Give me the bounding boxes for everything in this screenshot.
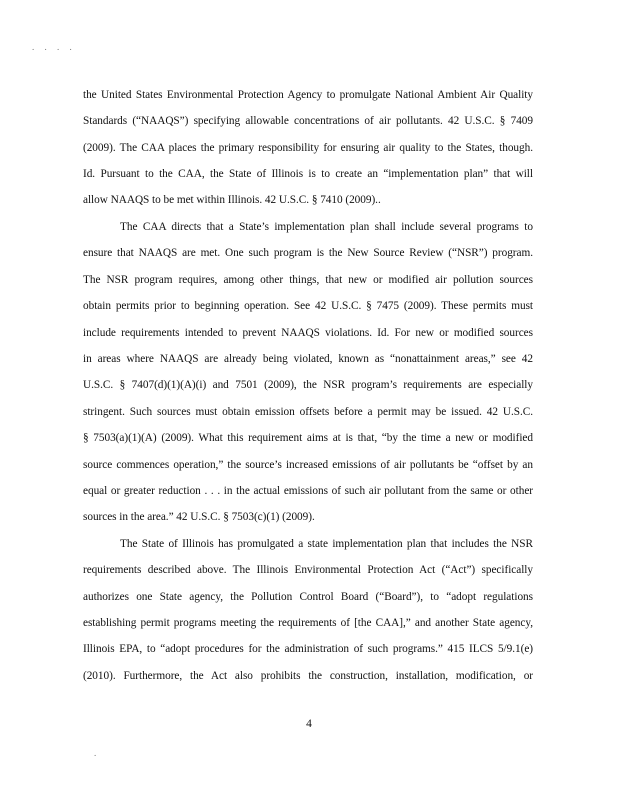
text-line: authorizes one State agency, the Pollution Control Board (“Board”), to “adopt regulations (83, 591, 533, 603)
text-line: ensure that NAAQS are met. One such program is the New Source Review (“NSR”) program. (83, 247, 533, 259)
text-line: U.S.C. § 7407(d)(1)(A)(i) and 7501 (2009), the NSR program’s requirements are especially (83, 379, 533, 391)
text-line: equal or greater reduction . . . in the actual emissions of such air pollutant from the same or other (83, 485, 533, 497)
text-line: sources in the area.” 42 U.S.C. § 7503(c)(1) (2009). (83, 511, 315, 523)
text-line: the United States Environmental Protection Agency to promulgate National Ambient Air Quality (83, 89, 533, 101)
paragraph-first-line: The CAA directs that a State’s implementation plan shall include several programs to (120, 221, 533, 233)
text-line: Standards (“NAAQS”) specifying allowable concentrations of air pollutants. 42 U.S.C. § 7409 (83, 115, 533, 127)
text-line: allow NAAQS to be met within Illinois. 42 U.S.C. § 7410 (2009).. (83, 194, 381, 206)
text-line: § 7503(a)(1)(A) (2009). What this requirement aims at is that, “by the time a new or modified (83, 432, 533, 444)
text-line: include requirements intended to prevent NAAQS violations. Id. For new or modified sources (83, 327, 533, 339)
text-line: obtain permits prior to beginning operation. See 42 U.S.C. § 7475 (2009). These permits must (83, 300, 533, 312)
text-line: in areas where NAAQS are already being violated, known as “nonattainment areas,” see 42 (83, 353, 533, 365)
text-line: requirements described above. The Illinois Environmental Protection Act (“Act”) specifically (83, 564, 533, 576)
text-line: The NSR program requires, among other things, that new or modified air pollution sources (83, 274, 533, 286)
page-number: 4 (306, 718, 312, 730)
text-line: establishing permit programs meeting the requirements of [the CAA],” and another State agency, (83, 617, 533, 629)
text-line: (2009). The CAA places the primary responsibility for ensuring air quality to the States, though. (83, 142, 533, 154)
text-line: (2010). Furthermore, the Act also prohibits the construction, installation, modification, or (83, 670, 533, 682)
scan-specks-top: . . . . (32, 42, 76, 52)
text-line: stringent. Such sources must obtain emission offsets before a permit may be issued. 42 U.S.C. (83, 406, 533, 418)
text-line: Illinois EPA, to “adopt procedures for the administration of such programs.” 415 ILCS 5/9.1(e) (83, 643, 533, 655)
paragraph-first-line: The State of Illinois has promulgated a state implementation plan that includes the NSR (120, 538, 533, 550)
scan-speck-bottom: . (94, 748, 97, 758)
text-line: Id. Pursuant to the CAA, the State of Illinois is to create an “implementation plan” that will (83, 168, 533, 180)
text-line: source commences operation,” the source’s increased emissions of air pollutants be “offset by an (83, 459, 533, 471)
